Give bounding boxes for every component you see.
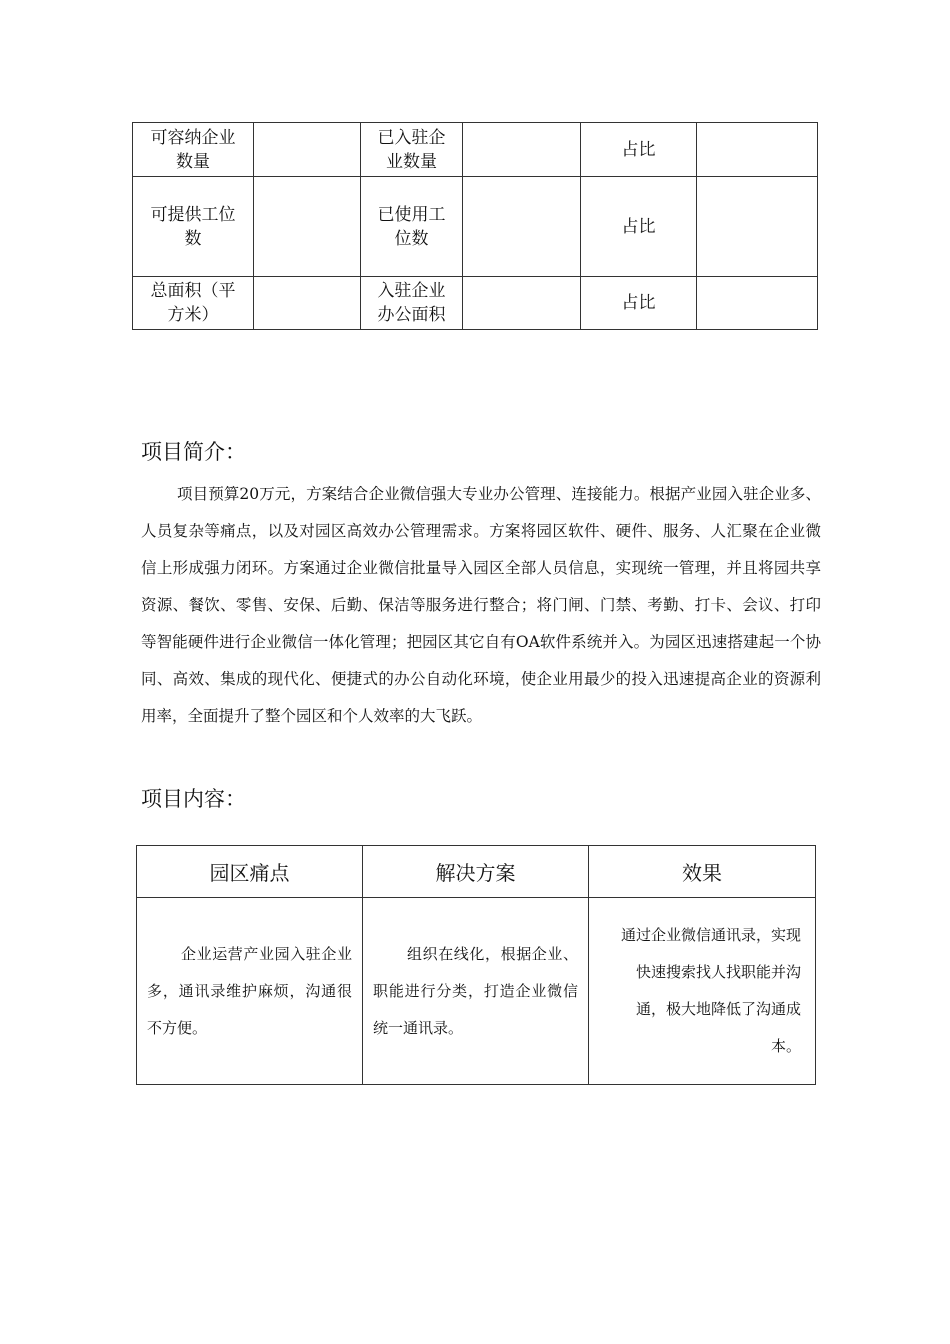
- intro-paragraph: 项目预算20万元，方案结合企业微信强大专业办公管理、连接能力。根据产业园入驻企业多、人员复杂等痛点，以及对园区高效办公管理需求。方案将园区软件、硬件、服务、人汇聚在企业微信上形成强力闭环。方案通过企业微信批量导入园区全部人员信息，实现统一管理，并且将园共享资源、餐饮、零售、安保、后勤、保洁等服务进行整合；将门闸、门禁、考勤、打卡、会议、打印等智能硬件进行企业微信一体化管理；把园区其它自有OA软件系统并入。为园区迅速搭建起一个协同、高效、集成的现代化、便捷式的办公自动化环境，使企业用最少的投入迅速提高企业的资源利用率，全面提升了整个园区和个人效率的大飞跃。: [141, 485, 821, 725]
- occupied-value: [463, 123, 581, 177]
- total-area-value: [254, 277, 361, 330]
- pain-point-cell: 企业运营产业园入驻企业多，通讯录维护麻烦，沟通很不方便。: [137, 898, 363, 1085]
- ratio-value: [697, 177, 818, 277]
- ratio-label: 占比: [581, 123, 697, 177]
- intro-heading: 项目简介：: [141, 440, 246, 464]
- capacity-label: 可容纳企业 数量: [133, 123, 254, 177]
- column-header-pain-points: 园区痛点: [137, 846, 363, 898]
- ratio-value: [697, 277, 818, 330]
- project-content-table: [136, 845, 816, 1085]
- used-workstations-label: 已使用工 位数: [361, 177, 463, 277]
- office-area-value: [463, 277, 581, 330]
- column-header-solution: 解决方案: [363, 846, 589, 898]
- park-stats-table: [132, 122, 818, 330]
- office-area-label: 入驻企业 办公面积: [361, 277, 463, 330]
- occupied-label: 已入驻企 业数量: [361, 123, 463, 177]
- solution-cell: 组织在线化，根据企业、职能进行分类，打造企业微信统一通讯录。: [363, 898, 589, 1085]
- capacity-value: [254, 123, 361, 177]
- table-row: [133, 277, 818, 330]
- total-area-label: 总面积（平 方米）: [133, 277, 254, 330]
- ratio-label: 占比: [581, 177, 697, 277]
- used-workstations-value: [463, 177, 581, 277]
- column-header-effect: 效果: [589, 846, 816, 898]
- content-heading: 项目内容：: [141, 787, 246, 811]
- effect-cell: [589, 898, 816, 1085]
- table-row: [137, 898, 816, 1085]
- table-row: [133, 177, 818, 277]
- workstations-value: [254, 177, 361, 277]
- effect-text: 通过企业微信通讯录，实现 快速搜索找人找职能并沟 通，极大地降低了沟通成 本。: [620, 926, 801, 1055]
- workstations-label: 可提供工位 数: [133, 177, 254, 277]
- ratio-label: 占比: [581, 277, 697, 330]
- ratio-value: [697, 123, 818, 177]
- table-row: [133, 123, 818, 177]
- table-header-row: [137, 846, 816, 898]
